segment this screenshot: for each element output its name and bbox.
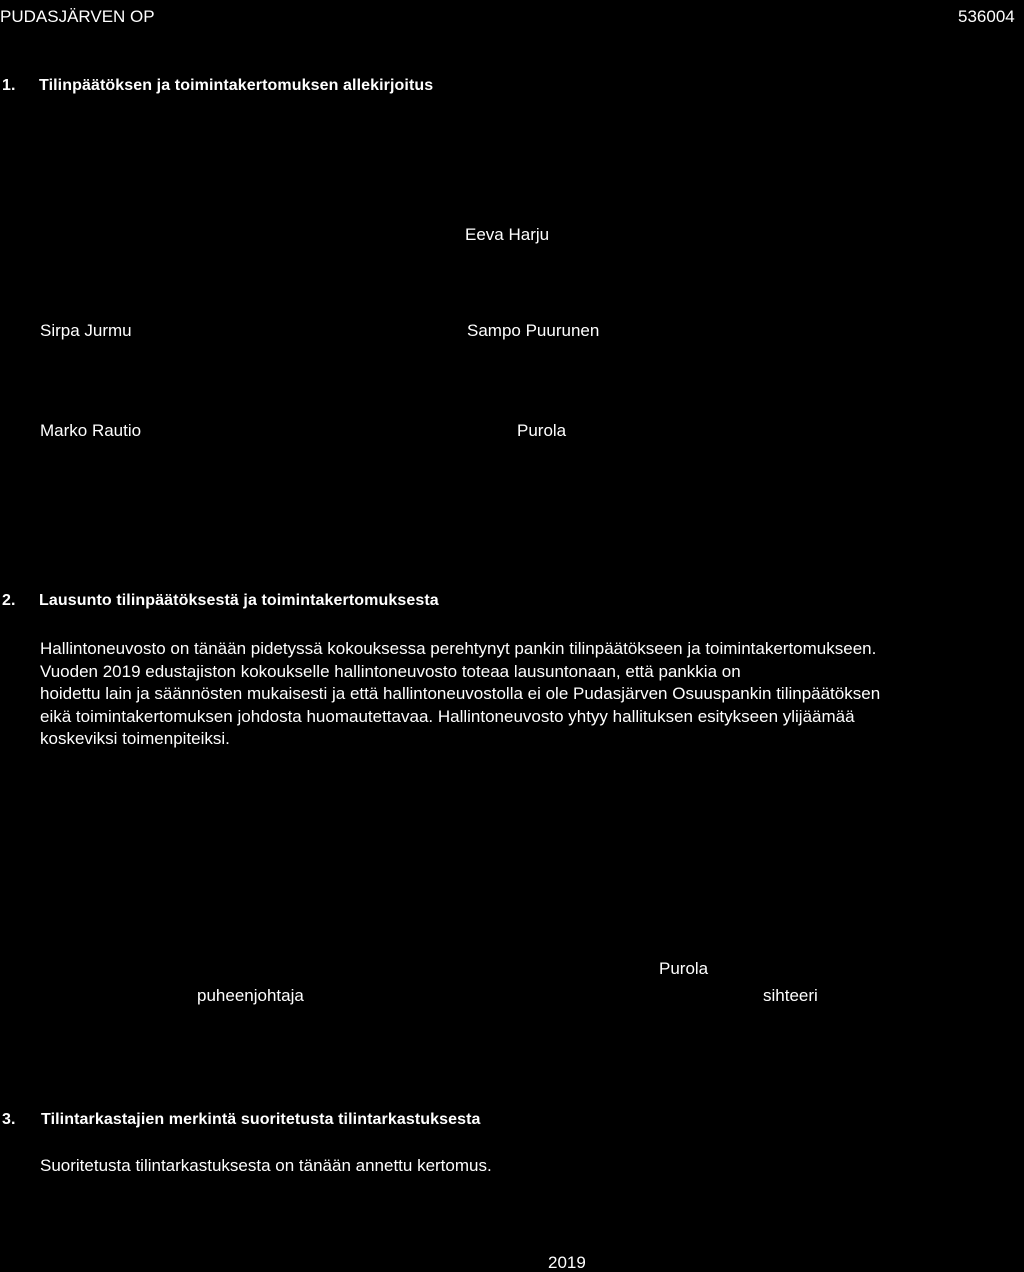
section-3-number: 3. <box>2 1111 16 1128</box>
signatory-sampo-puurunen: Sampo Puurunen <box>467 321 600 340</box>
signatory-sirpa-jurmu: Sirpa Jurmu <box>40 321 132 340</box>
footer-year: 2019 <box>548 1253 586 1272</box>
paragraph-line: hoidettu lain ja säännösten mukaisesti ja että hallintoneuvostolla ei ole Pudasjärven Osuuspankin tilinpäätöksen <box>40 684 881 703</box>
audit-statement: Suoritetusta tilintarkastuksesta on tänään annettu kertomus. <box>40 1156 492 1175</box>
signatory-purola: Purola <box>517 421 567 440</box>
secretary-name: Purola <box>659 959 709 978</box>
section-1-number: 1. <box>2 77 16 94</box>
section-1-title: Tilinpäätöksen ja toimintakertomuksen allekirjoitus <box>39 77 434 94</box>
signatory-eeva-harju: Eeva Harju <box>465 225 550 244</box>
signatory-marko-rautio: Marko Rautio <box>40 421 142 440</box>
section-3-title: Tilintarkastajien merkintä suoritetusta tilintarkastuksesta <box>41 1111 481 1128</box>
document-number: 536004 <box>958 7 1015 26</box>
paragraph-line: Vuoden 2019 edustajiston kokoukselle hallintoneuvosto toteaa lausuntonaan, että pankkia on <box>40 661 741 681</box>
secretary-label: sihteeri <box>763 986 818 1005</box>
statement-paragraph <box>40 638 1000 751</box>
paragraph-line: eikä toimintakertomuksen johdosta huomautettavaa. Hallintoneuvosto yhtyy hallituksen esitykseen ylijäämää <box>40 706 855 726</box>
paragraph-line: Hallintoneuvosto on tänään pidetyssä kokouksessa perehtynyt pankin tilinpäätökseen ja toimintakertomukseen. <box>40 639 877 658</box>
section-2-title: Lausunto tilinpäätöksestä ja toimintakertomuksesta <box>39 592 439 609</box>
chair-label: puheenjohtaja <box>197 986 304 1005</box>
section-2-number: 2. <box>2 592 16 609</box>
paragraph-line: koskeviksi toimenpiteiksi. <box>40 729 230 748</box>
bank-name-header: PUDASJÄRVEN OP <box>0 7 155 26</box>
